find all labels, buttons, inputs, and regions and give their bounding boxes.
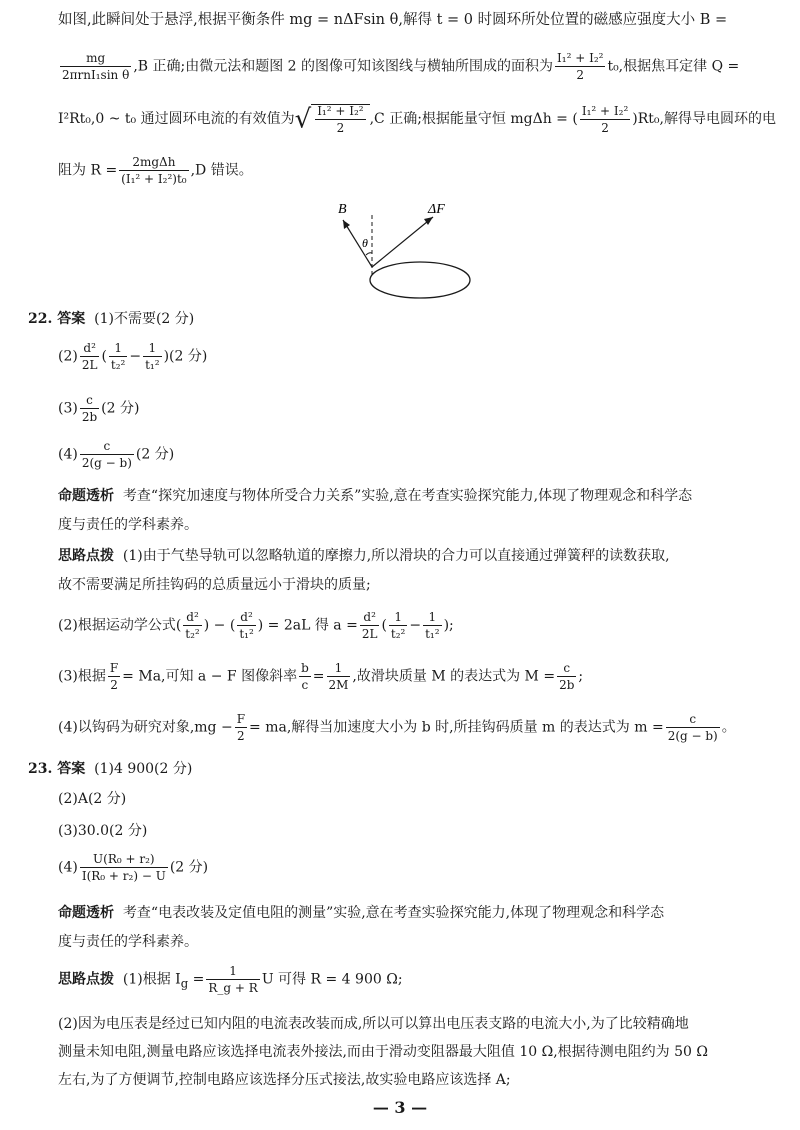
df-label: ΔF [428, 202, 445, 217]
q22-a2: (2) $\frac{\text{d²}}{2L}$ ( $\frac{1}{\text{t₂²}}$ − $\frac{1}{\text{t₁²}}$ )(2 分) [58, 341, 208, 372]
b-arrowhead [343, 220, 350, 229]
q23-hint-1: 思路点拨 (1)根据 $I_g$ = $\frac{1}{R\_g + R}$ U 可得 R = 4 900 Ω; [58, 964, 403, 995]
q22-hint-2: (2)根据运动学公式( $\frac{\text{d²}}{\text{t₂²}}$ ) − ( $\frac{\text{d²}}{\text{t₁²}}$ ) = 2aL 得 a = $\frac{\text{d²}}{2L}$ ( $\frac{1}{\text{t₂²}}$ − $\frac{1}{\text{t₁²}}$ ); [58, 610, 454, 641]
q22-analysis: 命题透析 考查“探究加速度与物体所受合力关系”实验,意在考查实验探究能力,体现了物理观念和科学态 [58, 488, 693, 504]
q22-a3: (3) $\frac{c}{2b}$ (2 分) [58, 393, 140, 424]
q23-hint-2: (2)因为电压表是经过已知内阻的电流表改装而成,所以可以算出电压表支路的电流大小,为了比较精确地 [58, 1016, 689, 1032]
page-number: — 3 — [372, 1098, 428, 1117]
fraction: $\frac{\text{I₁² + I₂²}}{2}$ [557, 51, 604, 82]
q22-analysis-2: 度与责任的学科素养。 [58, 517, 198, 533]
fraction: $\frac{\text{2mgΔh}}{\text{(I₁² + I₂²)t₀}}$ [121, 155, 187, 186]
q22-hint-3: (3)根据 $\frac{F}{2}$ = Ma,可知 a − F 图像斜率 $\frac{b}{c}$ = $\frac{1}{2M}$ ,故滑块质量 M 的表达式为 M = $\frac{c}{2b}$ ; [58, 661, 584, 692]
q23-a2: (2)A(2 分) [58, 791, 127, 807]
q22-hint-4: (4)以钩码为研究对象,mg − $\frac{F}{2}$ = ma,解得当加速度大小为 b 时,所挂钩码质量 m 的表达式为 m = $\frac{c}{2(g - b)}$ 。 [58, 712, 736, 743]
intro-line-2: $\frac{mg}{\text{2πrnI₁sin θ}}$ ,B 正确;由微元法和题图 2 的图像可知该图线与横轴所围成的面积为 $\frac{\text{I₁² + I₂²}}{2}$ t₀,根据焦耳定律 Q = [62, 51, 740, 82]
q22-hint-1b: 故不需要满足所挂钩码的总质量远小于滑块的质量; [58, 577, 371, 593]
q23-a4: (4) $\frac{\text{U(R₀ + r₂)}}{\text{I(R₀ + r₂) − U}}$ (2 分) [58, 852, 209, 883]
ring-ellipse [370, 262, 470, 298]
q23-analysis: 命题透析 考查“电表改装及定值电阻的测量”实验,意在考查实验探究能力,体现了物理观念和科学态 [58, 905, 665, 921]
intro-line-4: 阻为 R = $\frac{\text{2mgΔh}}{\text{(I₁² + I₂²)t₀}}$ ,D 错误。 [58, 155, 253, 186]
fraction: $\frac{mg}{\text{2πrnI₁sin θ}}$ [62, 51, 130, 82]
q23-analysis-2: 度与责任的学科素养。 [58, 934, 198, 950]
q22-hint-1: 思路点拨 (1)由于气垫导轨可以忽略轨道的摩擦力,所以滑块的合力可以直接通过弹簧秤的读数获取, [58, 548, 670, 564]
fraction: $\frac{\text{I₁² + I₂²}}{2}$ [581, 103, 629, 135]
intro-line-3: I²Rt₀,0 ~ t₀ 通过圆环电流的有效值为√ $\frac{\text{I₁² + I₂²}}{2}$ ,C 正确;根据能量守恒 mgΔh = ( $\frac{\text{I₁² + I₂²}}{2}$ )Rt₀,解得导电圆环的电 [58, 103, 776, 135]
q23-hint-2c: 左右,为了方便调节,控制电路应该选择分压式接法,故实验电路应该选择 A; [58, 1072, 511, 1088]
b-label: B [338, 202, 347, 217]
square-root: √ $\frac{\text{I₁² + I₂²}}{2}$ [295, 104, 370, 134]
q23-hint-2b: 测量未知电阻,测量电路应该选择电流表外接法,而由于滑动变阻器最大阻值 10 Ω,根据待测电阻约为 50 Ω [58, 1044, 708, 1060]
theta-arc [366, 253, 372, 255]
q22-header: 22. 答案 (1)不需要(2 分) [28, 311, 195, 327]
force-diagram [320, 195, 500, 305]
intro-line-1: 如图,此瞬间处于悬浮,根据平衡条件 mg = nΔFsin θ,解得 t = 0 时圆环所处位置的磁感应强度大小 B = [58, 12, 728, 28]
q23-header: 23. 答案 (1)4 900(2 分) [28, 761, 193, 777]
df-arrow [372, 217, 433, 267]
q22-a4: (4) $\frac{c}{2(g - b)}$ (2 分) [58, 439, 175, 470]
theta-label: θ [362, 236, 368, 250]
q23-a3: (3)30.0(2 分) [58, 823, 148, 839]
